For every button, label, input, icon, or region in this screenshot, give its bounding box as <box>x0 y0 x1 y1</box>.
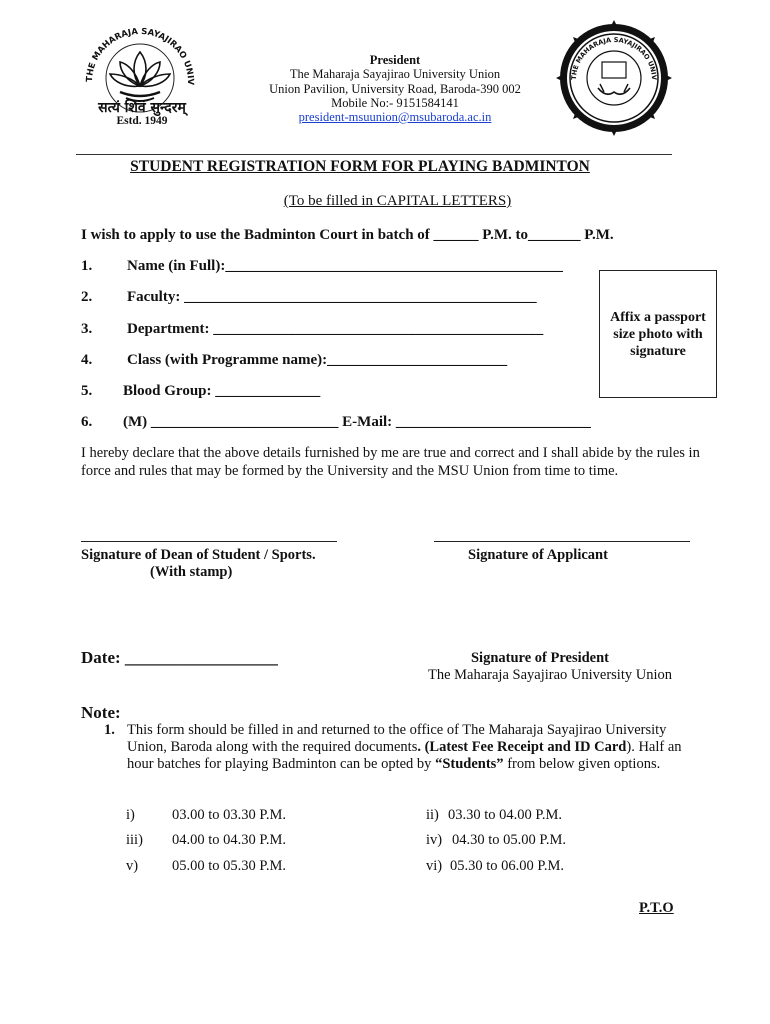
option-number: iv) <box>426 832 443 848</box>
applicant-signature-label: Signature of Applicant <box>468 547 608 563</box>
option-number: iii) <box>126 832 143 848</box>
option-number: v) <box>126 858 139 874</box>
pto-label: P.T.O <box>639 900 674 916</box>
university-logo <box>76 16 208 132</box>
class-field[interactable] <box>127 352 507 369</box>
option-time: 05.00 to 05.30 P.M. <box>172 858 287 874</box>
date-field[interactable] <box>81 648 278 668</box>
note-text <box>127 722 709 773</box>
note-title: Note: <box>81 703 121 722</box>
date-blank[interactable]: __________________ <box>124 648 278 667</box>
batch-line: I wish to apply to use the Badminton Court in batch of ______ P.M. to_______ P.M. <box>81 227 614 243</box>
name-label: Name (in Full): <box>127 258 226 274</box>
option-time: 04.00 to 04.30 P.M. <box>172 832 287 848</box>
faculty-blank[interactable]: _______________________________________________ <box>184 289 537 305</box>
department-field[interactable] <box>127 321 543 338</box>
blood-group-blank[interactable]: ______________ <box>215 383 321 399</box>
form-title: STUDENT REGISTRATION FORM FOR PLAYING BADMINTON <box>130 158 590 175</box>
note-text-students: “Students” <box>435 756 504 772</box>
option-number: i) <box>126 807 135 823</box>
field-number: 1. <box>81 258 93 274</box>
department-label: Department: <box>127 321 214 337</box>
field-number: 3. <box>81 321 93 337</box>
faculty-field[interactable] <box>127 289 537 306</box>
option-time: 03.30 to 04.00 P.M. <box>448 807 563 823</box>
blood-group-label: Blood Group: <box>123 383 216 399</box>
logo-motto: सत्यं शिवं सुन्दरम् <box>98 100 186 116</box>
union-logo-arc-text: THE MAHARAJA SAYAJIRAO UNIV <box>569 35 659 81</box>
president-signature-label: Signature of President <box>470 650 610 666</box>
field-number: 6. <box>81 414 93 430</box>
note-text-bold: . (Latest Fee Receipt and ID Card <box>417 739 627 755</box>
union-logo <box>554 18 674 138</box>
applicant-signature-line[interactable] <box>434 541 690 542</box>
department-blank[interactable]: ____________________________________________ <box>213 321 544 337</box>
dean-signature-line[interactable] <box>81 541 337 542</box>
dean-stamp-label: (With stamp) <box>150 564 233 580</box>
mobile-label: (M) <box>123 414 151 430</box>
form-subtitle: (To be filled in CAPITAL LETTERS) <box>283 193 512 209</box>
note-number: 1. <box>104 722 115 738</box>
photo-box <box>599 270 717 398</box>
option-number: ii) <box>426 807 439 823</box>
logo-arc-text: THE MAHARAJA SAYAJIRAO UNIV <box>84 26 196 86</box>
header-union-name: The Maharaja Sayajirao University Union <box>289 67 501 81</box>
class-blank[interactable]: ________________________ <box>327 352 508 368</box>
header-address: Union Pavilion, University Road, Baroda-390 002 <box>269 82 521 96</box>
mobile-email-blank[interactable]: _________________________ E-Mail: __________________________ <box>150 414 591 430</box>
established-year: Estd. 1949 <box>116 115 168 127</box>
field-number: 5. <box>81 383 93 399</box>
header-mobile: Mobile No:- 9151584141 <box>331 96 459 110</box>
photo-box-text: Affix a passport size photo with signature <box>610 309 706 359</box>
note-text-part: This form should be filled in and returned to the office of The Maharaja Sayajirao University Union, Baroda along with the required documents <box>127 722 667 755</box>
field-number: 2. <box>81 289 93 305</box>
option-time: 04.30 to 05.00 P.M. <box>452 832 567 848</box>
blood-group-field[interactable] <box>123 383 320 400</box>
class-label: Class (with Programme name): <box>127 352 328 368</box>
date-label: Date: <box>81 648 125 667</box>
mobile-email-field[interactable] <box>123 414 591 431</box>
faculty-label: Faculty: <box>127 289 185 305</box>
header-email-link[interactable]: president-msuunion@msubaroda.ac.in <box>298 110 492 124</box>
option-time: 03.00 to 03.30 P.M. <box>172 807 287 823</box>
option-time: 05.30 to 06.00 P.M. <box>450 858 565 874</box>
name-field[interactable] <box>127 258 563 275</box>
declaration-text: I hereby declare that the above details furnished by me are true and correct and I shall abide by the rules in force and rules that may be formed by the University and the MSU Union from time to time. <box>81 445 700 479</box>
header-divider <box>76 154 672 155</box>
note-text-part: ). Half an hour batches for playing Badminton can be opted by <box>127 739 682 772</box>
field-number: 4. <box>81 352 93 368</box>
note-text-part: from below given options. <box>503 756 661 772</box>
dean-signature-label: Signature of Dean of Student / Sports. <box>81 547 316 563</box>
name-blank[interactable]: _____________________________________________ <box>225 258 563 274</box>
option-number: vi) <box>426 858 443 874</box>
president-org: The Maharaja Sayajirao University Union <box>427 667 672 683</box>
header-president: President <box>369 53 421 67</box>
